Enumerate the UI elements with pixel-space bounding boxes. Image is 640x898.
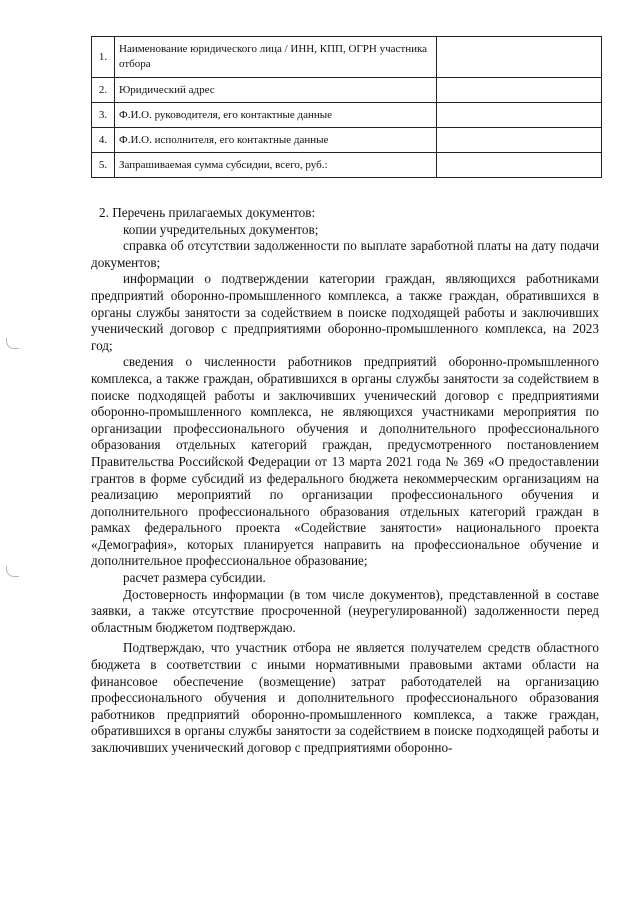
row-number: 4. [92, 128, 115, 153]
list-item: справка об отсутствии задолженности по выплате заработной платы на дату подачи документов; [91, 238, 599, 270]
section-heading: 2. Перечень прилагаемых документов: [99, 205, 316, 220]
row-value [437, 128, 602, 153]
row-label: Ф.И.О. руководителя, его контактные данные [115, 103, 437, 128]
paragraph: Подтверждаю, что участник отбора не является получателем средств областного бюджета в соответствии с иными нормативными правовыми актами области на финансовое обеспечение (возмещение) затрат работодателей на организацию профессионального обучения и дополнительного профессионального образования работников предприятий оборонно-промышленного комплекса, а также граждан, обратившихся в органы службы занятости за содействием в поиске подходящей работы и заключивших ученический договор с предприятиями оборонно- [91, 640, 599, 755]
participant-info-table [91, 36, 602, 178]
binding-hole-mark [6, 338, 19, 349]
table-row [92, 128, 602, 153]
paragraph: Достоверность информации (в том числе документов), представленной в составе заявки, а также отсутствие просроченной (неурегулированной) задолженности перед областным бюджетом подтверждаю. [91, 586, 599, 635]
row-label: Ф.И.О. исполнителя, его контактные данные [115, 128, 437, 153]
document-body [91, 205, 599, 757]
list-item: сведения о численности работников предприятий оборонно-промышленного комплекса, а также граждан, обратившихся в органы службы занятости за содействием в поиске подходящей работы и заключивших ученический договор с предприятиями оборонно-промышленного комплекса, не являющихся участниками мероприятия по организации профессионального обучения и дополнительного профессионального образования отдельных категорий граждан, предусмотренного постановлением Правительства Российской Федерации от 13 марта 2021 года № 369 «О предоставлении грантов в форме субсидий из федерального бюджета некоммерческим организациям на реализацию мероприятий по организации профессионального обучения и дополнительного профессионального образования отдельных категорий граждан в рамках федерального проекта «Содействие занятости» национального проекта «Демография», которых планируется направить на профессиональное обучение и дополнительное профессиональное образование; [91, 354, 599, 569]
row-label: Юридический адрес [115, 78, 437, 103]
row-value [437, 153, 602, 178]
table-row [92, 78, 602, 103]
table-row [92, 37, 602, 78]
row-value [437, 37, 602, 78]
row-value [437, 78, 602, 103]
list-item: расчет размера субсидии. [123, 570, 266, 586]
table-row [92, 103, 602, 128]
row-number: 2. [92, 78, 115, 103]
list-item: информации о подтверждении категории граждан, являющихся работниками предприятий оборонно-промышленного комплекса, а также граждан, обратившихся в органы службы занятости за содействием в поиске подходящей работы и заключивших ученический договор с предприятиями оборонно-промышленного комплекса, на 2023 год; [91, 271, 599, 353]
table-row [92, 153, 602, 178]
row-value [437, 103, 602, 128]
row-number: 3. [92, 103, 115, 128]
row-label: Наименование юридического лица / ИНН, КПП, ОГРН участника отбора [115, 37, 437, 78]
row-number: 1. [92, 37, 115, 78]
list-item: копии учредительных документов; [123, 221, 319, 237]
row-label: Запрашиваемая сумма субсидии, всего, руб.: [115, 153, 437, 178]
binding-hole-mark [6, 566, 19, 577]
row-number: 5. [92, 153, 115, 178]
